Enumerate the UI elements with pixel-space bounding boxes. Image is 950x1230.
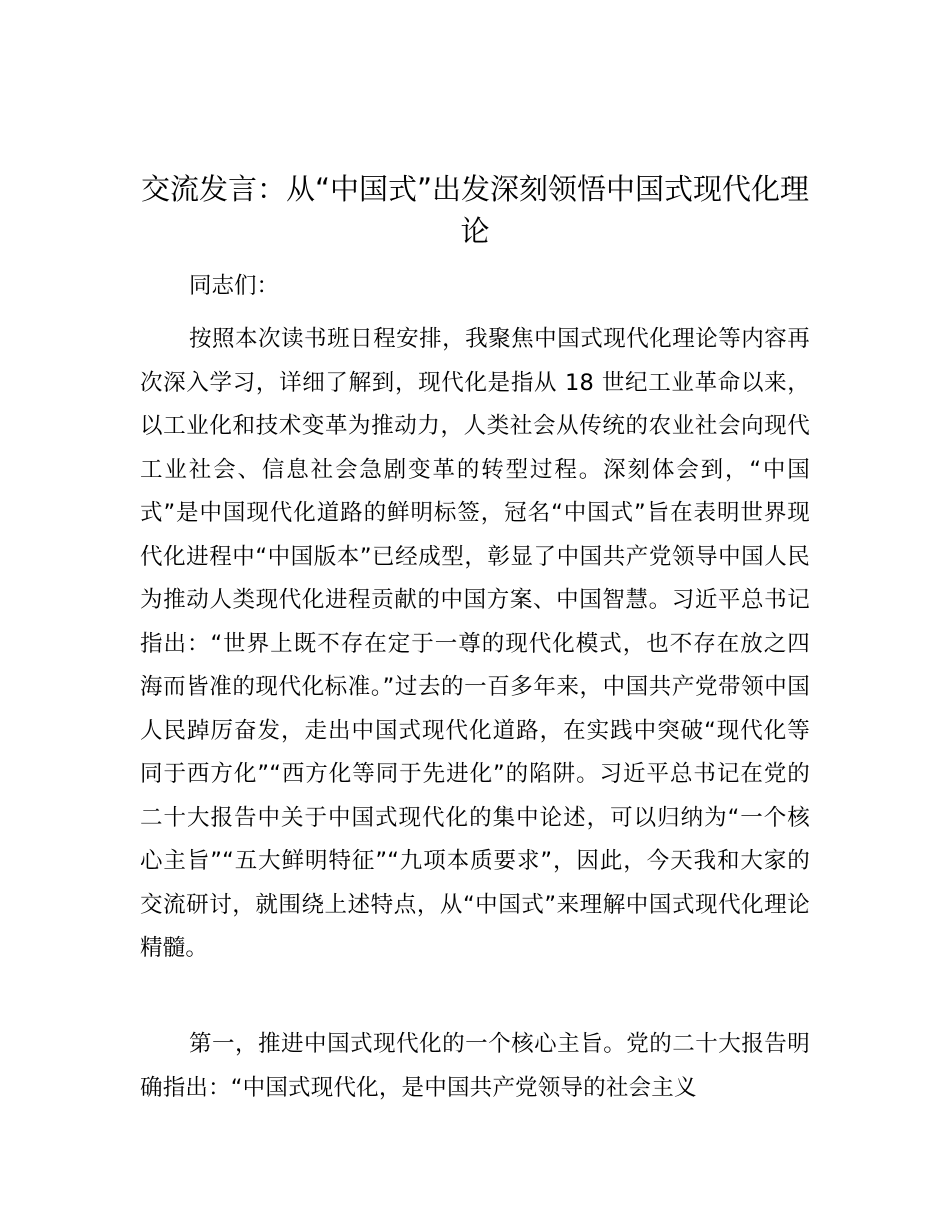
document-title: 交流发言：从“中国式”出发深刻领悟中国式现代化理论 xyxy=(140,172,810,248)
body-paragraph-2: 第一，推进中国式现代化的一个核心主旨。党的二十大报告明确指出：“中国式现代化，是中国共产党领导的社会主义 xyxy=(140,1031,810,1101)
salutation: 同志们： xyxy=(189,273,280,299)
body-paragraph-1: 按照本次读书班日程安排，我聚焦中国式现代化理论等内容再次深入学习，详细了解到，现代化是指从 18 世纪工业革命以来，以工业化和技术变革为推动力，人类社会从传统的农业社会向现代工业社会、信息社会急剧变革的转型过程。深刻体会到，“中国式”是中国现代化道路的鲜明标签，冠名“中国式”旨在表明世界现代化进程中“中国版本”已经成型，彰显了中国共产党领导中国人民为推动人类现代化进程贡献的中国方案、中国智慧。习近平总书记指出：“世界上既不存在定于一尊的现代化模式，也不存在放之四海而皆准的现代化标准。”过去的一百多年来，中国共产党带领中国人民踔厉奋发，走出中国式现代化道路，在实践中突破“现代化等同于西方化”“西方化等同于先进化”的陷阱。习近平总书记在党的二十大报告中关于中国式现代化的集中论述，可以归纳为“一个核心主旨”“五大鲜明特征”“九项本质要求”，因此，今天我和大家的交流研讨，就围绕上述特点，从“中国式”来理解中国式现代化理论精髓。 xyxy=(140,326,810,961)
